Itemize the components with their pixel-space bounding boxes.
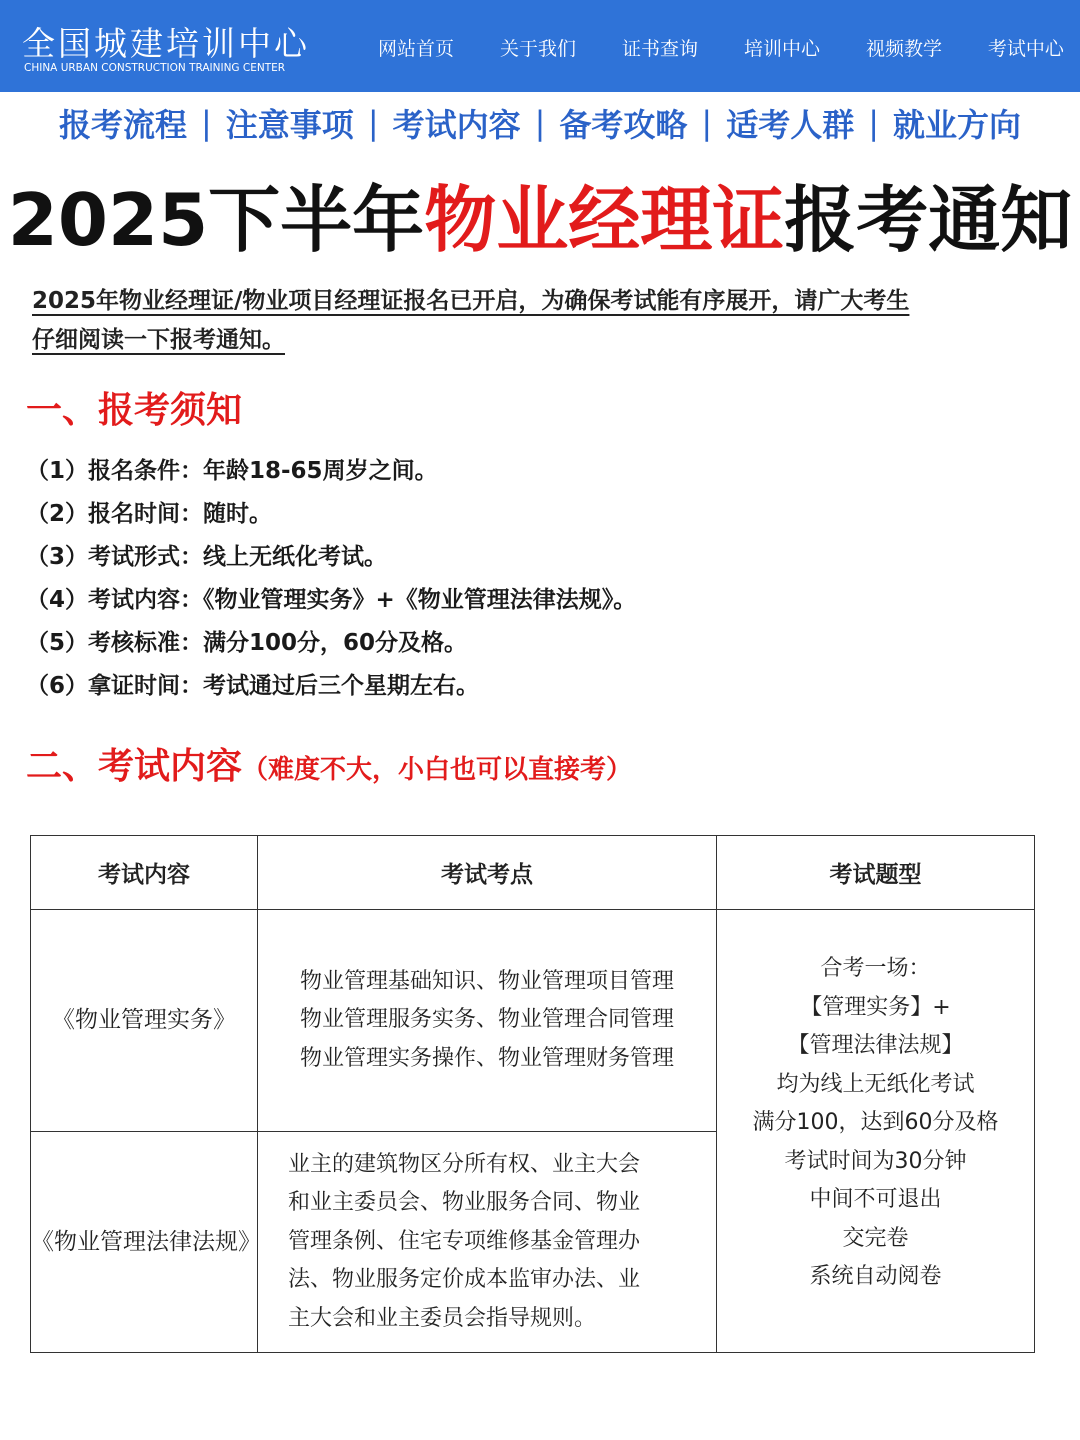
nav-item-training-center[interactable]: 培训中心 — [743, 38, 820, 60]
topic-link-notes[interactable]: 注意事项 — [225, 106, 354, 144]
topic-link-process[interactable]: 报考流程 — [59, 106, 188, 144]
type-line: 均为线上无纸化考试 — [776, 1071, 975, 1097]
list-item: （2）报名时间：随时。 — [26, 501, 273, 527]
intro-line-1: 2025年物业经理证/物业项目经理证报名已开启，为确保考试能有序展开，请广大考生 — [32, 288, 910, 314]
points-line: 物业管理服务实务、物业管理合同管理 — [299, 1007, 674, 1033]
points-cell — [258, 1132, 717, 1353]
type-line: 系统自动阅卷 — [809, 1264, 942, 1289]
points-line: 管理条例、住宅专项维修基金管理办 — [288, 1228, 641, 1254]
title-suffix: 报考通知 — [784, 178, 1073, 262]
divider: | — [868, 104, 879, 142]
list-item: （6）拿证时间：考试通过后三个星期左右。 — [26, 673, 480, 699]
topic-link-career[interactable]: 就业方向 — [892, 106, 1021, 144]
type-line: 满分100，达到60分及格 — [752, 1110, 999, 1135]
column-header-subject: 考试内容 — [31, 836, 258, 910]
nav-item-about[interactable]: 关于我们 — [499, 38, 576, 60]
section-heading-exam-content — [26, 738, 632, 789]
points-line: 业主的建筑物区分所有权、业主大会 — [288, 1151, 641, 1177]
intro-line-2: 仔细阅读一下报考通知。 — [32, 327, 285, 353]
type-line: 合考一场： — [820, 956, 931, 981]
notice-list — [26, 450, 636, 708]
list-item: （3）考试形式：线上无纸化考试。 — [26, 544, 388, 570]
brand-title[interactable]: 全国城建培训中心 — [22, 24, 310, 63]
points-line: 和业主委员会、物业服务合同、物业 — [288, 1190, 641, 1216]
divider: | — [367, 104, 379, 142]
nav-item-home[interactable]: 网站首页 — [378, 38, 455, 60]
column-header-question-type: 考试题型 — [717, 836, 1035, 910]
site-header — [0, 0, 1080, 92]
intro-paragraph — [32, 282, 1050, 360]
list-item: （5）考核标准：满分100分，60分及格。 — [26, 630, 468, 656]
nav-item-video-teaching[interactable]: 视频教学 — [865, 38, 942, 60]
exam-content-table — [30, 835, 1035, 1353]
column-header-points: 考试考点 — [258, 836, 717, 910]
table-row — [31, 910, 1035, 1132]
page-title — [0, 162, 1080, 266]
list-item: （1）报名条件：年龄18-65周岁之间。 — [26, 458, 438, 484]
divider: | — [534, 104, 546, 142]
type-line: 交完卷 — [842, 1225, 909, 1251]
section-heading-note: （难度不大，小白也可以直接考） — [242, 755, 633, 785]
type-line: 【管理法律法规】 — [787, 1033, 964, 1058]
divider: | — [701, 104, 713, 142]
subject-cell: 《物业管理实务》 — [31, 910, 258, 1132]
points-line: 法、物业服务定价成本监审办法、业 — [288, 1267, 641, 1293]
section-heading-text: 二、考试内容 — [26, 746, 243, 787]
table-header-row — [31, 836, 1035, 910]
topic-link-audience[interactable]: 适考人群 — [726, 106, 855, 144]
divider: | — [201, 104, 212, 142]
topic-link-content[interactable]: 考试内容 — [392, 106, 521, 144]
title-prefix: 2025下半年 — [7, 178, 425, 262]
type-line: 考试时间为30分钟 — [784, 1148, 967, 1174]
brand-subtitle: CHINA URBAN CONSTRUCTION TRAINING CENTER — [24, 62, 286, 74]
section-heading-notice: 一、报考须知 — [26, 390, 243, 431]
points-line: 主大会和业主委员会指导规则。 — [288, 1305, 597, 1331]
topic-nav — [0, 100, 1080, 146]
question-type-cell — [717, 910, 1035, 1353]
points-line: 物业管理基础知识、物业管理项目管理 — [299, 968, 674, 994]
points-line: 物业管理实务操作、物业管理财务管理 — [299, 1045, 674, 1071]
topic-link-strategy[interactable]: 备考攻略 — [559, 106, 688, 144]
subject-cell: 《物业管理法律法规》 — [31, 1132, 258, 1353]
type-line: 中间不可退出 — [809, 1187, 942, 1212]
points-cell — [258, 910, 717, 1132]
type-line: 【管理实务】+ — [800, 994, 951, 1020]
main-nav — [360, 34, 1074, 62]
list-item: （4）考试内容：《物业管理实务》+《物业管理法律法规》。 — [26, 587, 637, 613]
nav-item-exam-center[interactable]: 考试中心 — [987, 38, 1064, 60]
nav-item-certificate-query[interactable]: 证书查询 — [621, 38, 698, 60]
title-highlight: 物业经理证 — [424, 178, 785, 262]
